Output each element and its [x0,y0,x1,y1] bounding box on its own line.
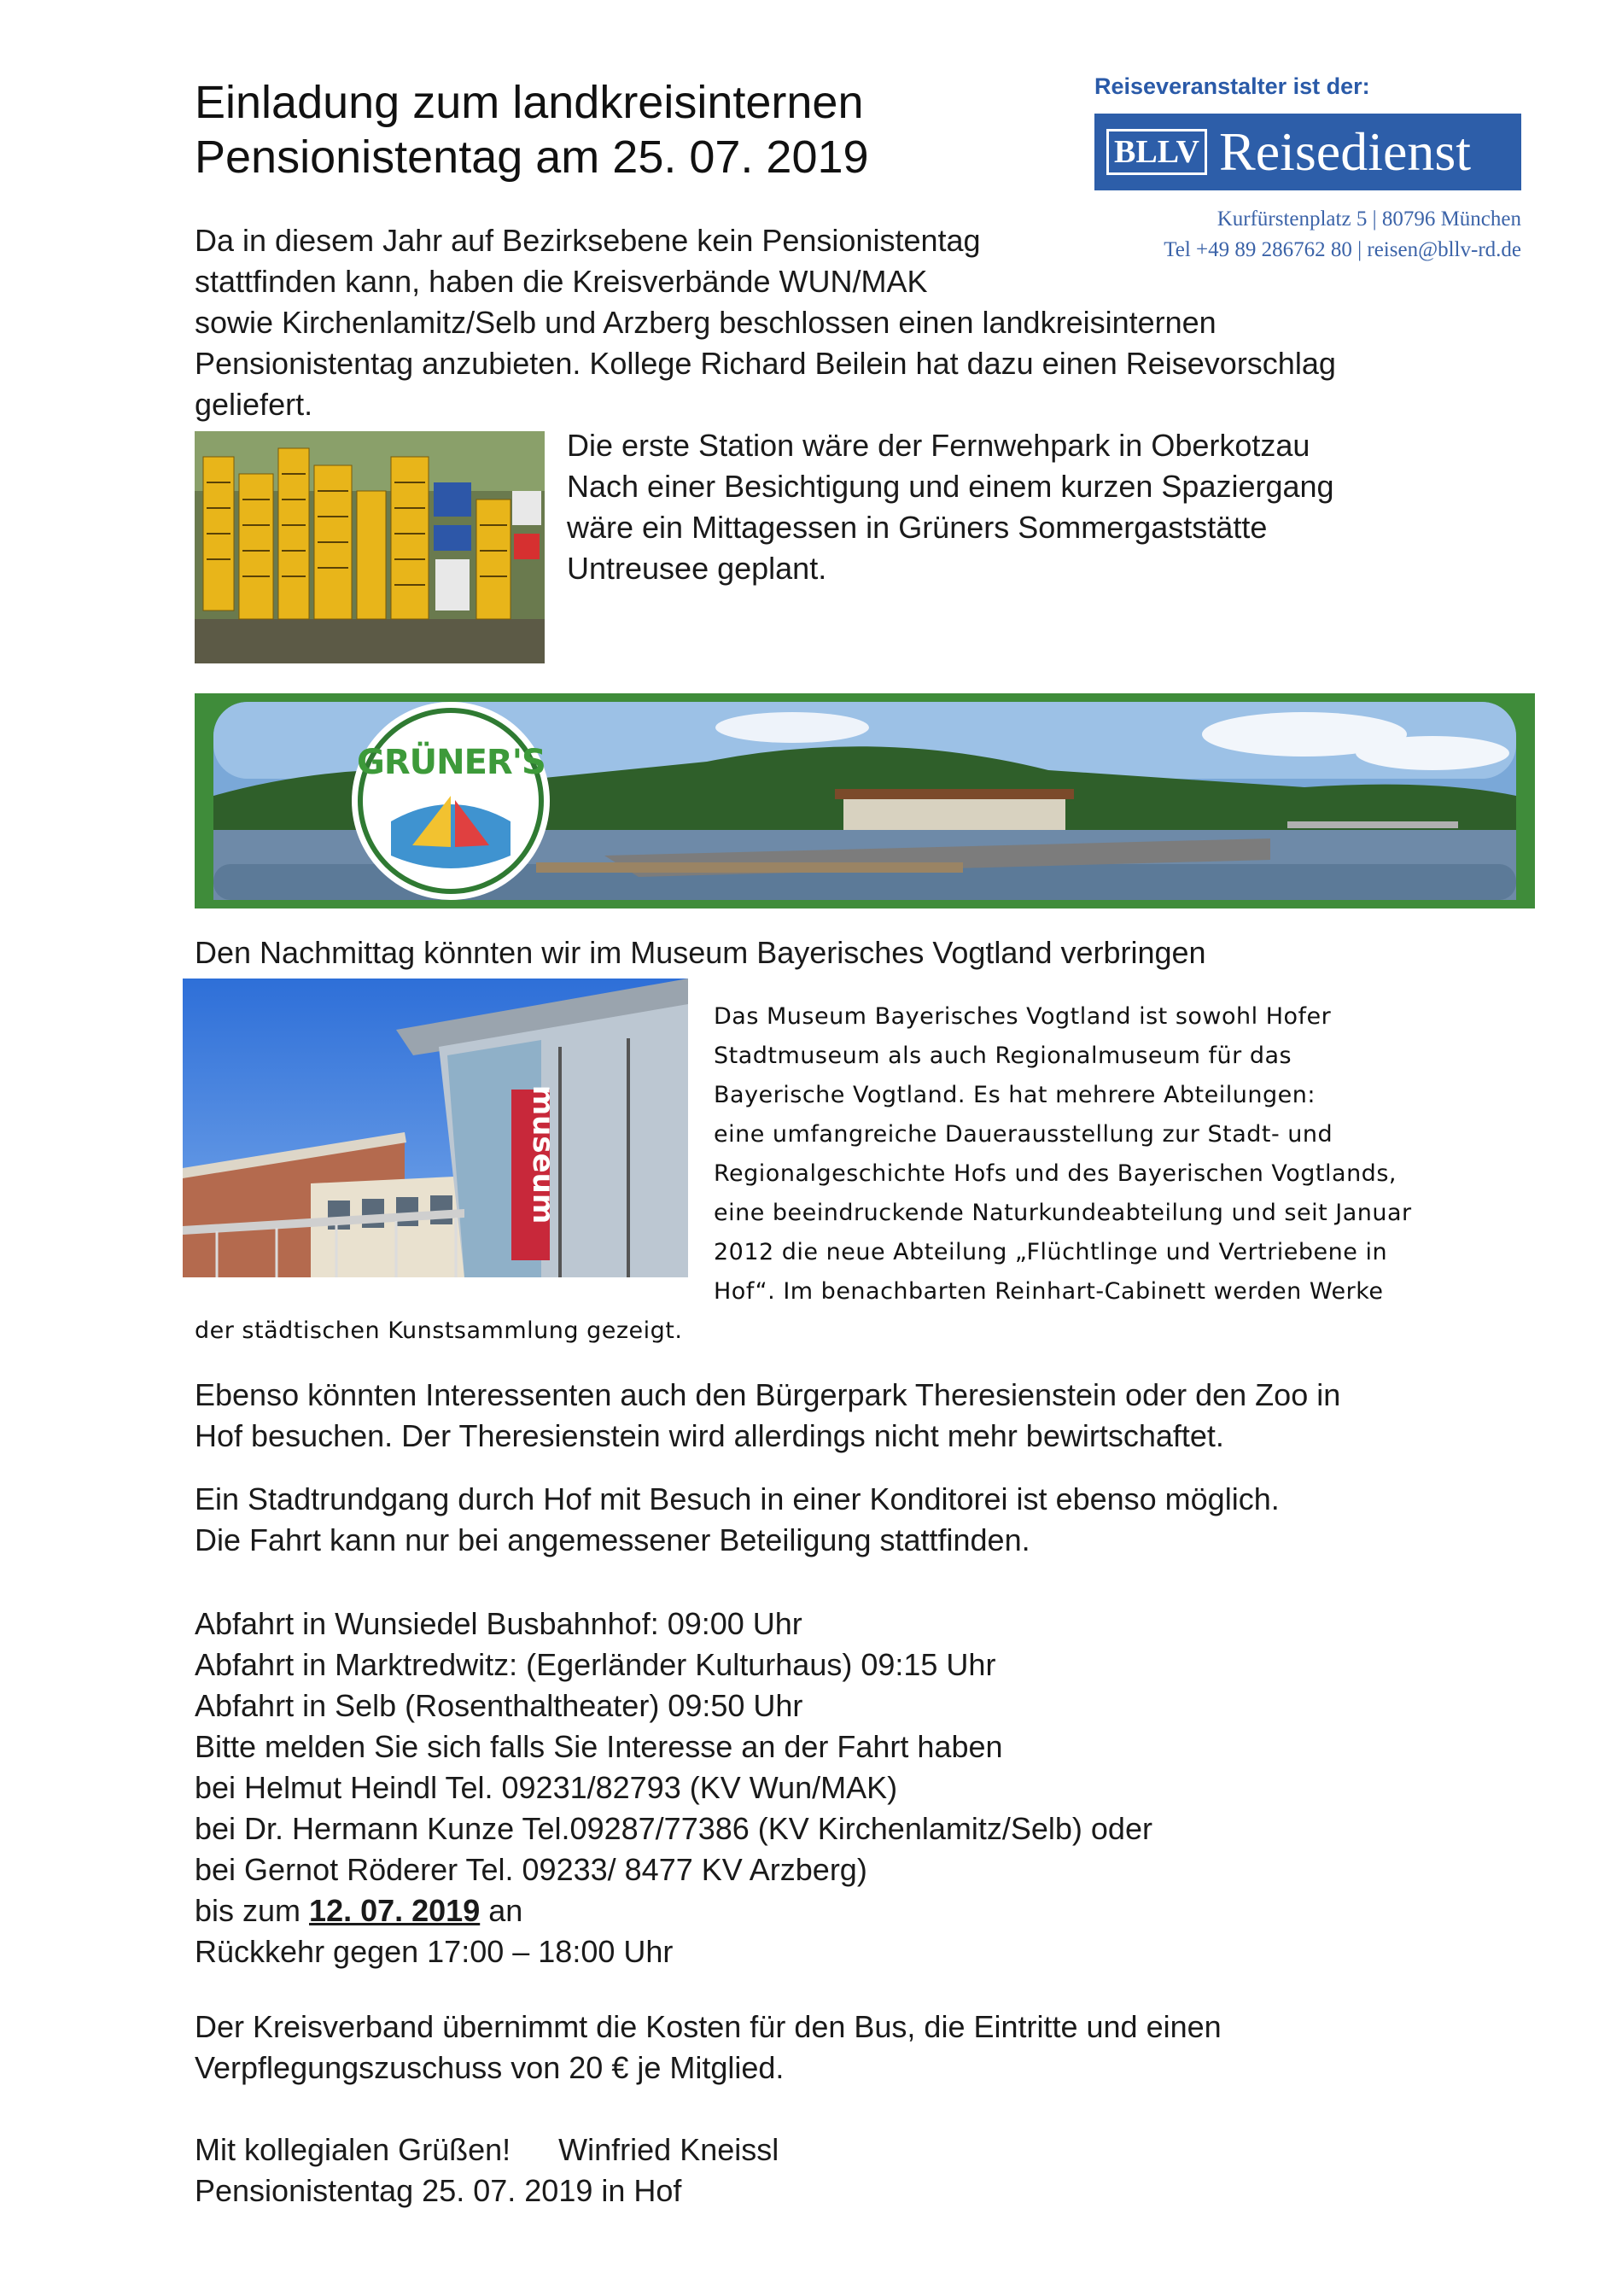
afternoon-line: Den Nachmittag könnten wir im Museum Bayerisches Vogtland verbringen [195,935,1206,970]
museum-line: eine umfangreiche Dauerausstellung zur Stadt- und [714,1121,1333,1148]
return-line: Rückkehr gegen 17:00 – 18:00 Uhr [195,1934,674,1969]
station1-line: Die erste Station wäre der Fernwehpark in Oberkotzau [567,428,1310,463]
organizer-kicker: Reiseveranstalter ist der: [1094,73,1370,99]
station1-line: Nach einer Besichtigung und einem kurzen Spaziergang [567,469,1334,504]
bllv-logo [1094,114,1521,190]
contact-line: Bitte melden Sie sich falls Sie Interesse an der Fahrt haben [195,1729,1003,1764]
footer-line: Pensionistentag 25. 07. 2019 in Hof [195,2173,682,2208]
costs-line: Verpflegungszuschuss von 20 € je Mitglied. [195,2050,785,2085]
closing-line [195,2129,779,2170]
costs-line: Der Kreisverband übernimmt die Kosten für den Bus, die Eintritte und einen [195,2009,1222,2044]
intro-line: Pensionistentag anzubieten. Kollege Richard Beilein hat dazu einen Reisevorschlag [195,346,1336,381]
museum-line: eine beeindruckende Naturkundeabteilung und seit Januar [714,1200,1412,1226]
museum-line: Regionalgeschichte Hofs und des Bayerischen Vogtlands, [714,1160,1397,1187]
departures-block [195,1604,1152,1972]
fernwehpark-photo [195,431,545,663]
reisedienst-wordmark: Reisedienst [1219,121,1472,182]
greeting: Mit kollegialen Grüßen! [195,2132,511,2167]
museum-photo [183,979,688,1277]
logo-address: Kurfürstenplatz 5 | 80796 München [1216,207,1521,231]
deadline-prefix: bis zum [195,1893,310,1928]
departure-line: Abfahrt in Wunsiedel Busbahnhof: 09:00 Uhr [195,1606,802,1641]
museum-line: Bayerische Vogtland. Es hat mehrere Abteilungen: [714,1082,1316,1108]
park-line: Ebenso könnten Interessenten auch den Bürgerpark Theresienstein oder den Zoo in [195,1377,1341,1412]
intro-line: sowie Kirchenlamitz/Selb und Arzberg beschlossen einen landkreisinternen [195,305,1216,340]
museum-paragraph [714,997,1412,1312]
closing-block [195,2129,779,2211]
intro-line: geliefert. [195,387,313,422]
museum-line-last: der städtischen Kunstsammlung gezeigt. [195,1317,683,1344]
logo-contact: Tel +49 89 286762 80 | reisen@bllv-rd.de [1164,238,1521,261]
deadline-suffix: an [480,1893,523,1928]
departure-line: Abfahrt in Marktredwitz: (Egerländer Kulturhaus) 09:15 Uhr [195,1647,996,1682]
title-line-1: Einladung zum landkreisinternen [195,77,864,128]
title-line-2: Pensionistentag am 25. 07. 2019 [195,131,869,183]
deadline-line [195,1890,1152,1931]
park-line: Hof besuchen. Der Theresienstein wird allerdings nicht mehr bewirtschaftet. [195,1418,1224,1453]
tour-line: Ein Stadtrundgang durch Hof mit Besuch in einer Konditorei ist ebenso möglich. [195,1481,1280,1516]
bllv-badge: BLLV [1106,129,1207,175]
page-title [195,75,869,184]
contact-line: bei Dr. Hermann Kunze Tel.09287/77386 (KV Kirchenlamitz/Selb) oder [195,1811,1152,1846]
contact-line: bei Helmut Heindl Tel. 09231/82793 (KV Wun/MAK) [195,1770,898,1805]
costs-paragraph [195,2007,1222,2089]
museum-sign: museum [526,1084,560,1224]
park-paragraph [195,1375,1340,1457]
station1-paragraph [567,425,1334,589]
tour-paragraph [195,1479,1280,1561]
gruners-banner [195,693,1535,908]
museum-line: Hof“. Im benachbarten Reinhart-Cabinett werden Werke [714,1278,1384,1305]
intro-paragraph [195,220,1336,425]
departure-line: Abfahrt in Selb (Rosenthaltheater) 09:50 Uhr [195,1688,803,1723]
tour-line: Die Fahrt kann nur bei angemessener Beteiligung stattfinden. [195,1522,1030,1557]
museum-line: Stadtmuseum als auch Regionalmuseum für das [714,1043,1292,1069]
contact-line: bei Gernot Röderer Tel. 09233/ 8477 KV Arzberg) [195,1852,867,1887]
intro-line: stattfinden kann, haben die Kreisverbände WUN/MAK [195,264,928,299]
intro-line: Da in diesem Jahr auf Bezirksebene kein Pensionistentag [195,223,981,258]
signature-name: Winfried Kneissl [558,2132,779,2167]
museum-line: Das Museum Bayerisches Vogtland ist sowohl Hofer [714,1003,1332,1030]
station1-line: wäre ein Mittagessen in Grüners Sommergaststätte [567,510,1268,545]
station1-line: Untreusee geplant. [567,551,827,586]
gruners-logo: GRÜNER'S [357,743,546,782]
deadline-date: 12. 07. 2019 [309,1893,481,1928]
museum-line: 2012 die neue Abteilung „Flüchtlinge und Vertriebene in [714,1239,1388,1265]
